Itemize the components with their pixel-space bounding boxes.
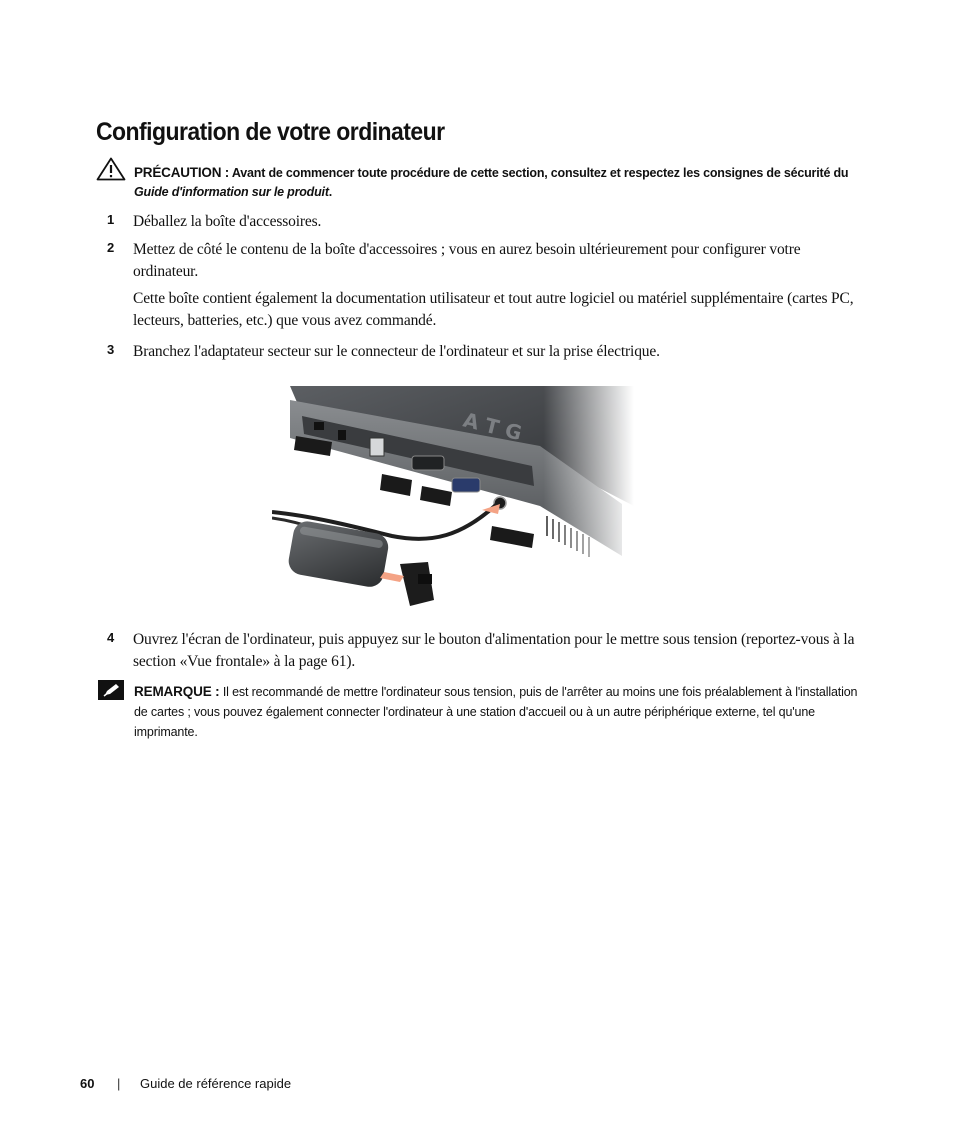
step-text: Mettez de côté le contenu de la boîte d'accessoires ; vous en aurez besoin ultérieurement pour configurer votre ordinateur. <box>133 241 801 280</box>
step-number: 2 <box>107 240 115 255</box>
page-title: Configuration de votre ordinateur <box>96 118 445 146</box>
laptop-ac-adapter-illustration <box>272 386 634 614</box>
caution-period: . <box>328 185 333 199</box>
caution-body: Avant de commencer toute procédure de cette section, consultez et respectez les consignes de sécurité du <box>229 166 849 180</box>
page-number: 60 <box>80 1076 95 1091</box>
step-text: Ouvrez l'écran de l'ordinateur, puis appuyez sur le bouton d'alimentation pour le mettre sous tension (reportez-vous à la section «Vue frontale» à la page 61). <box>133 631 855 670</box>
note-body: Il est recommandé de mettre l'ordinateur sous tension, puis de l'arrêter au moins une fois préalablement à l'installation de cartes ; vous pouvez également connecter l'ordinateur à une station d'accueil ou à un autre périphérique externe, tel qu'une imprimante. <box>134 685 858 739</box>
step-2-detail: Cette boîte contient également la documentation utilisateur et tout autre logiciel ou matériel supplémentaire (cartes PC, lecteurs, batteries, etc.) que vous avez commandé. <box>133 290 854 329</box>
note-text <box>134 682 858 742</box>
note-pencil-icon <box>98 680 124 700</box>
note-label: REMARQUE : <box>134 684 220 699</box>
warning-triangle-icon <box>96 157 126 181</box>
caution-guide-title: Guide d'information sur le produit <box>134 185 329 199</box>
step-text: Branchez l'adaptateur secteur sur le connecteur de l'ordinateur et sur la prise électrique. <box>133 343 660 360</box>
footer-separator: | <box>117 1076 121 1091</box>
footer-guide-name: Guide de référence rapide <box>140 1076 292 1091</box>
step-number: 1 <box>107 212 115 227</box>
caution-text <box>134 163 859 202</box>
caution-label: PRÉCAUTION : <box>134 165 230 180</box>
step-number: 4 <box>107 630 115 645</box>
step-number: 3 <box>107 342 115 357</box>
step-text: Déballez la boîte d'accessoires. <box>133 213 322 230</box>
